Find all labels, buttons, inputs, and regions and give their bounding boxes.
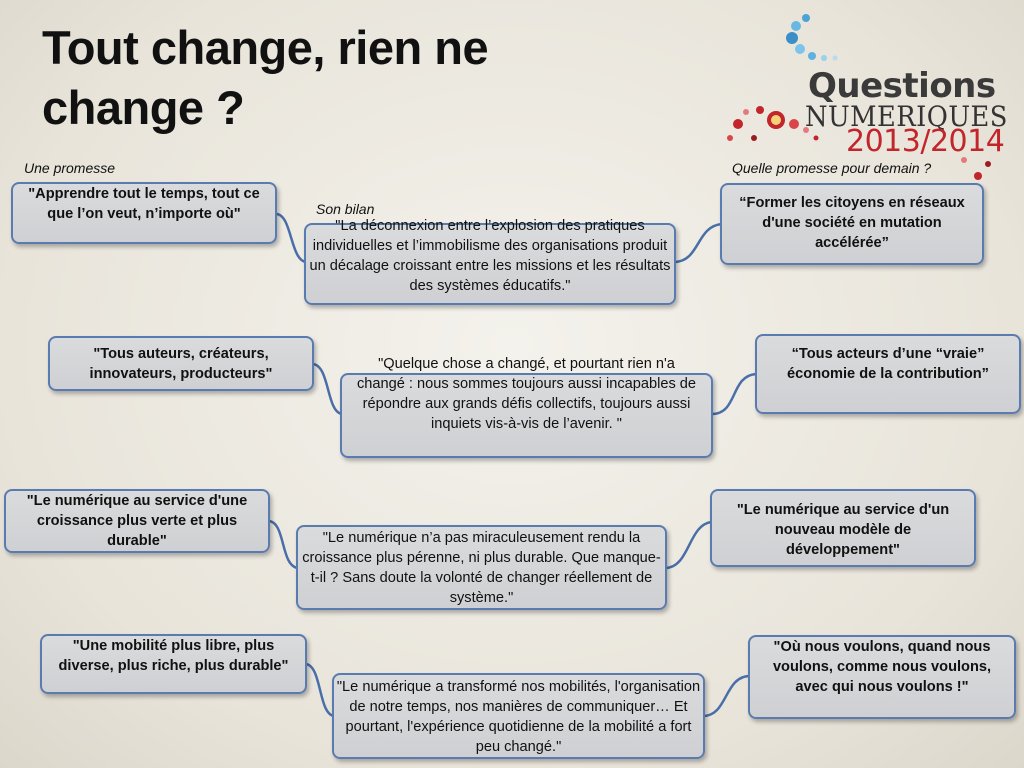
logo-text-year: 2013/2014 (846, 124, 1005, 159)
connector-row4-left (305, 664, 334, 716)
assessment-text-3: "Le numérique n’a pas miraculeusement rendu la croissance plus pérenne, ni plus durable. Que manque-t-il ? Sans doute la volonté de changer réellement de système." (302, 530, 661, 606)
promise-text-3: "Le numérique au service d'une croissance plus verte et plus durable" (26, 493, 248, 549)
connector-row1-left (276, 214, 306, 262)
promise-text-4: "Une mobilité plus libre, plus diverse, plus riche, plus durable" (58, 638, 289, 674)
assessment-text-2 (342, 354, 711, 434)
connector-row3-right (665, 522, 712, 568)
logo-text-questions: Questions (808, 66, 996, 106)
connector-row3-left (268, 521, 298, 568)
caption-assessment: Son bilan (316, 201, 375, 217)
future-text-2: “Tous acteurs d’une “vraie” économie de la contribution” (787, 346, 989, 382)
caption-future: Quelle promesse pour demain ? (732, 160, 932, 176)
future-text-4: "Où nous voulons, quand nous voulons, comme nous voulons, avec qui nous voulons !" (772, 639, 992, 695)
slide-title: Tout change, rien ne change ? (42, 21, 489, 134)
assessment-text-4: "Le numérique a transformé nos mobilités, l'organisation de notre temps, nos manières de communiquer… Et pourtant, l'expérience quotidienne de la mobilité a fort peu changé." (336, 679, 701, 755)
future-text-3: "Le numérique au service d'un nouveau modèle de développement" (736, 502, 950, 558)
connector-row1-right (674, 224, 722, 262)
future-text-1: “Former les citoyens en réseaux d'une société en mutation accélérée” (739, 195, 965, 251)
connector-row4-right (703, 676, 750, 716)
promise-text-2: "Tous auteurs, créateurs, innovateurs, producteurs" (89, 346, 273, 382)
caption-promise: Une promesse (24, 160, 116, 176)
connector-row2-right (712, 374, 756, 414)
assessment-text-1: "La déconnexion entre l’explosion des pratiques individuelles et l’immobilisme des organisations produit un décalage croissant entre les missions et les résultats des systèmes éducatifs." (309, 218, 671, 294)
logo-text-numeriques: NUMERIQUES (805, 100, 1008, 133)
assessment-text-2-line2: changé : nous sommes toujours aussi incapables de répondre aux grands défis collectifs, toujours aussi inquiets vis-à-vis de l’avenir. " (356, 376, 697, 432)
connector-row2-left (312, 364, 342, 414)
promise-text-1: "Apprendre tout le temps, tout ce que l’on veut, n’importe où" (28, 186, 260, 222)
assessment-text-2-line1: "Quelque chose a changé, et pourtant rien n'a (378, 356, 675, 372)
